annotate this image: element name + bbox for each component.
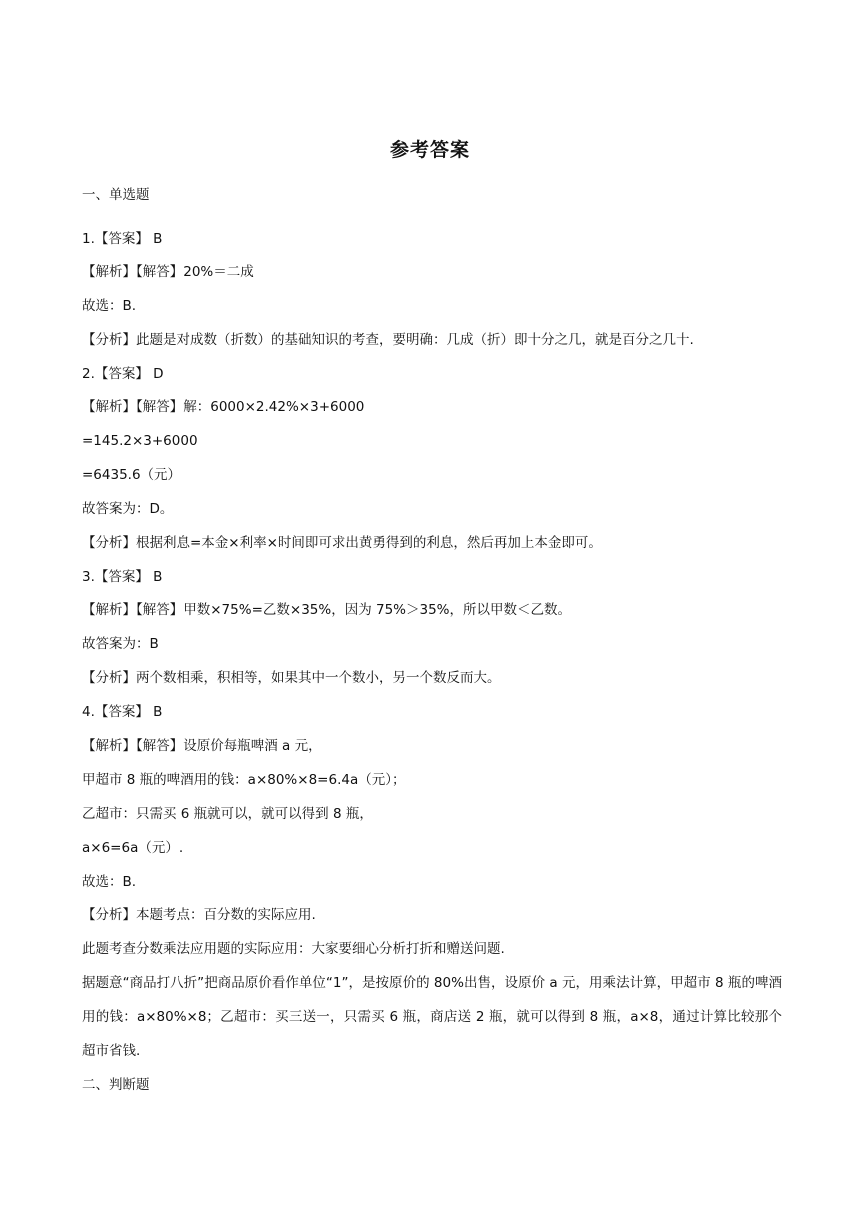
q2-solution: 【解析】【解答】解：6000×2.42%×3+6000	[82, 399, 365, 415]
q4-solution: 【解析】【解答】设原价每瓶啤酒 a 元，	[82, 738, 322, 754]
q4-note: 此题考查分数乘法应用题的实际应用：大家要细心分析打折和赠送问题.	[82, 941, 505, 957]
q4-step: 乙超市：只需买 6 瓶就可以，就可以得到 8 瓶，	[82, 806, 373, 822]
section-heading-single-choice: 一、单选题	[82, 187, 150, 203]
q4-choice: 故选：B.	[82, 874, 137, 890]
q2-analysis: 【分析】根据利息=本金×利率×时间即可求出黄勇得到的利息，然后再加上本金即可。	[82, 535, 602, 551]
q3-solution: 【解析】【解答】甲数×75%=乙数×35%，因为 75%＞35%，所以甲数＜乙数。	[82, 602, 571, 618]
q3-answer: 3.【答案】 B	[82, 569, 163, 585]
q4-step: a×6=6a（元）.	[82, 840, 184, 856]
q4-detail: 据题意“商品打八折”把商品原价看作单位“1”，是按原价的 80%出售，设原价 a 元，用乘法计算，甲超市 8 瓶的啤酒用的钱：a×80%×8；乙超市：买三送一，只需买 6 瓶，商店送 2 瓶，就可以得到 8 瓶，a×8，通过计算比较那个超市省钱.	[82, 975, 782, 1059]
q3-choice: 故答案为：B	[82, 636, 159, 652]
q1-analysis: 【分析】此题是对成数（折数）的基础知识的考查，要明确：几成（折）即十分之几，就是百分之几十.	[82, 332, 694, 348]
q2-answer: 2.【答案】 D	[82, 366, 164, 382]
q4-step: 甲超市 8 瓶的啤酒用的钱：a×80%×8=6.4a（元）；	[82, 772, 406, 788]
section-heading-true-false: 二、判断题	[82, 1077, 150, 1093]
q3-analysis: 【分析】两个数相乘，积相等，如果其中一个数小，另一个数反而大。	[82, 670, 501, 686]
q1-answer: 1.【答案】 B	[82, 231, 163, 247]
page-title: 参考答案	[389, 139, 470, 161]
q2-step: =145.2×3+6000	[82, 433, 198, 449]
q2-choice: 故答案为：D。	[82, 501, 174, 517]
q1-solution: 【解析】【解答】20%＝二成	[82, 264, 254, 280]
q4-analysis: 【分析】本题考点：百分数的实际应用.	[82, 907, 316, 923]
q2-step: =6435.6（元）	[82, 467, 182, 483]
q1-choice: 故选：B.	[82, 298, 137, 314]
q4-answer: 4.【答案】 B	[82, 704, 163, 720]
